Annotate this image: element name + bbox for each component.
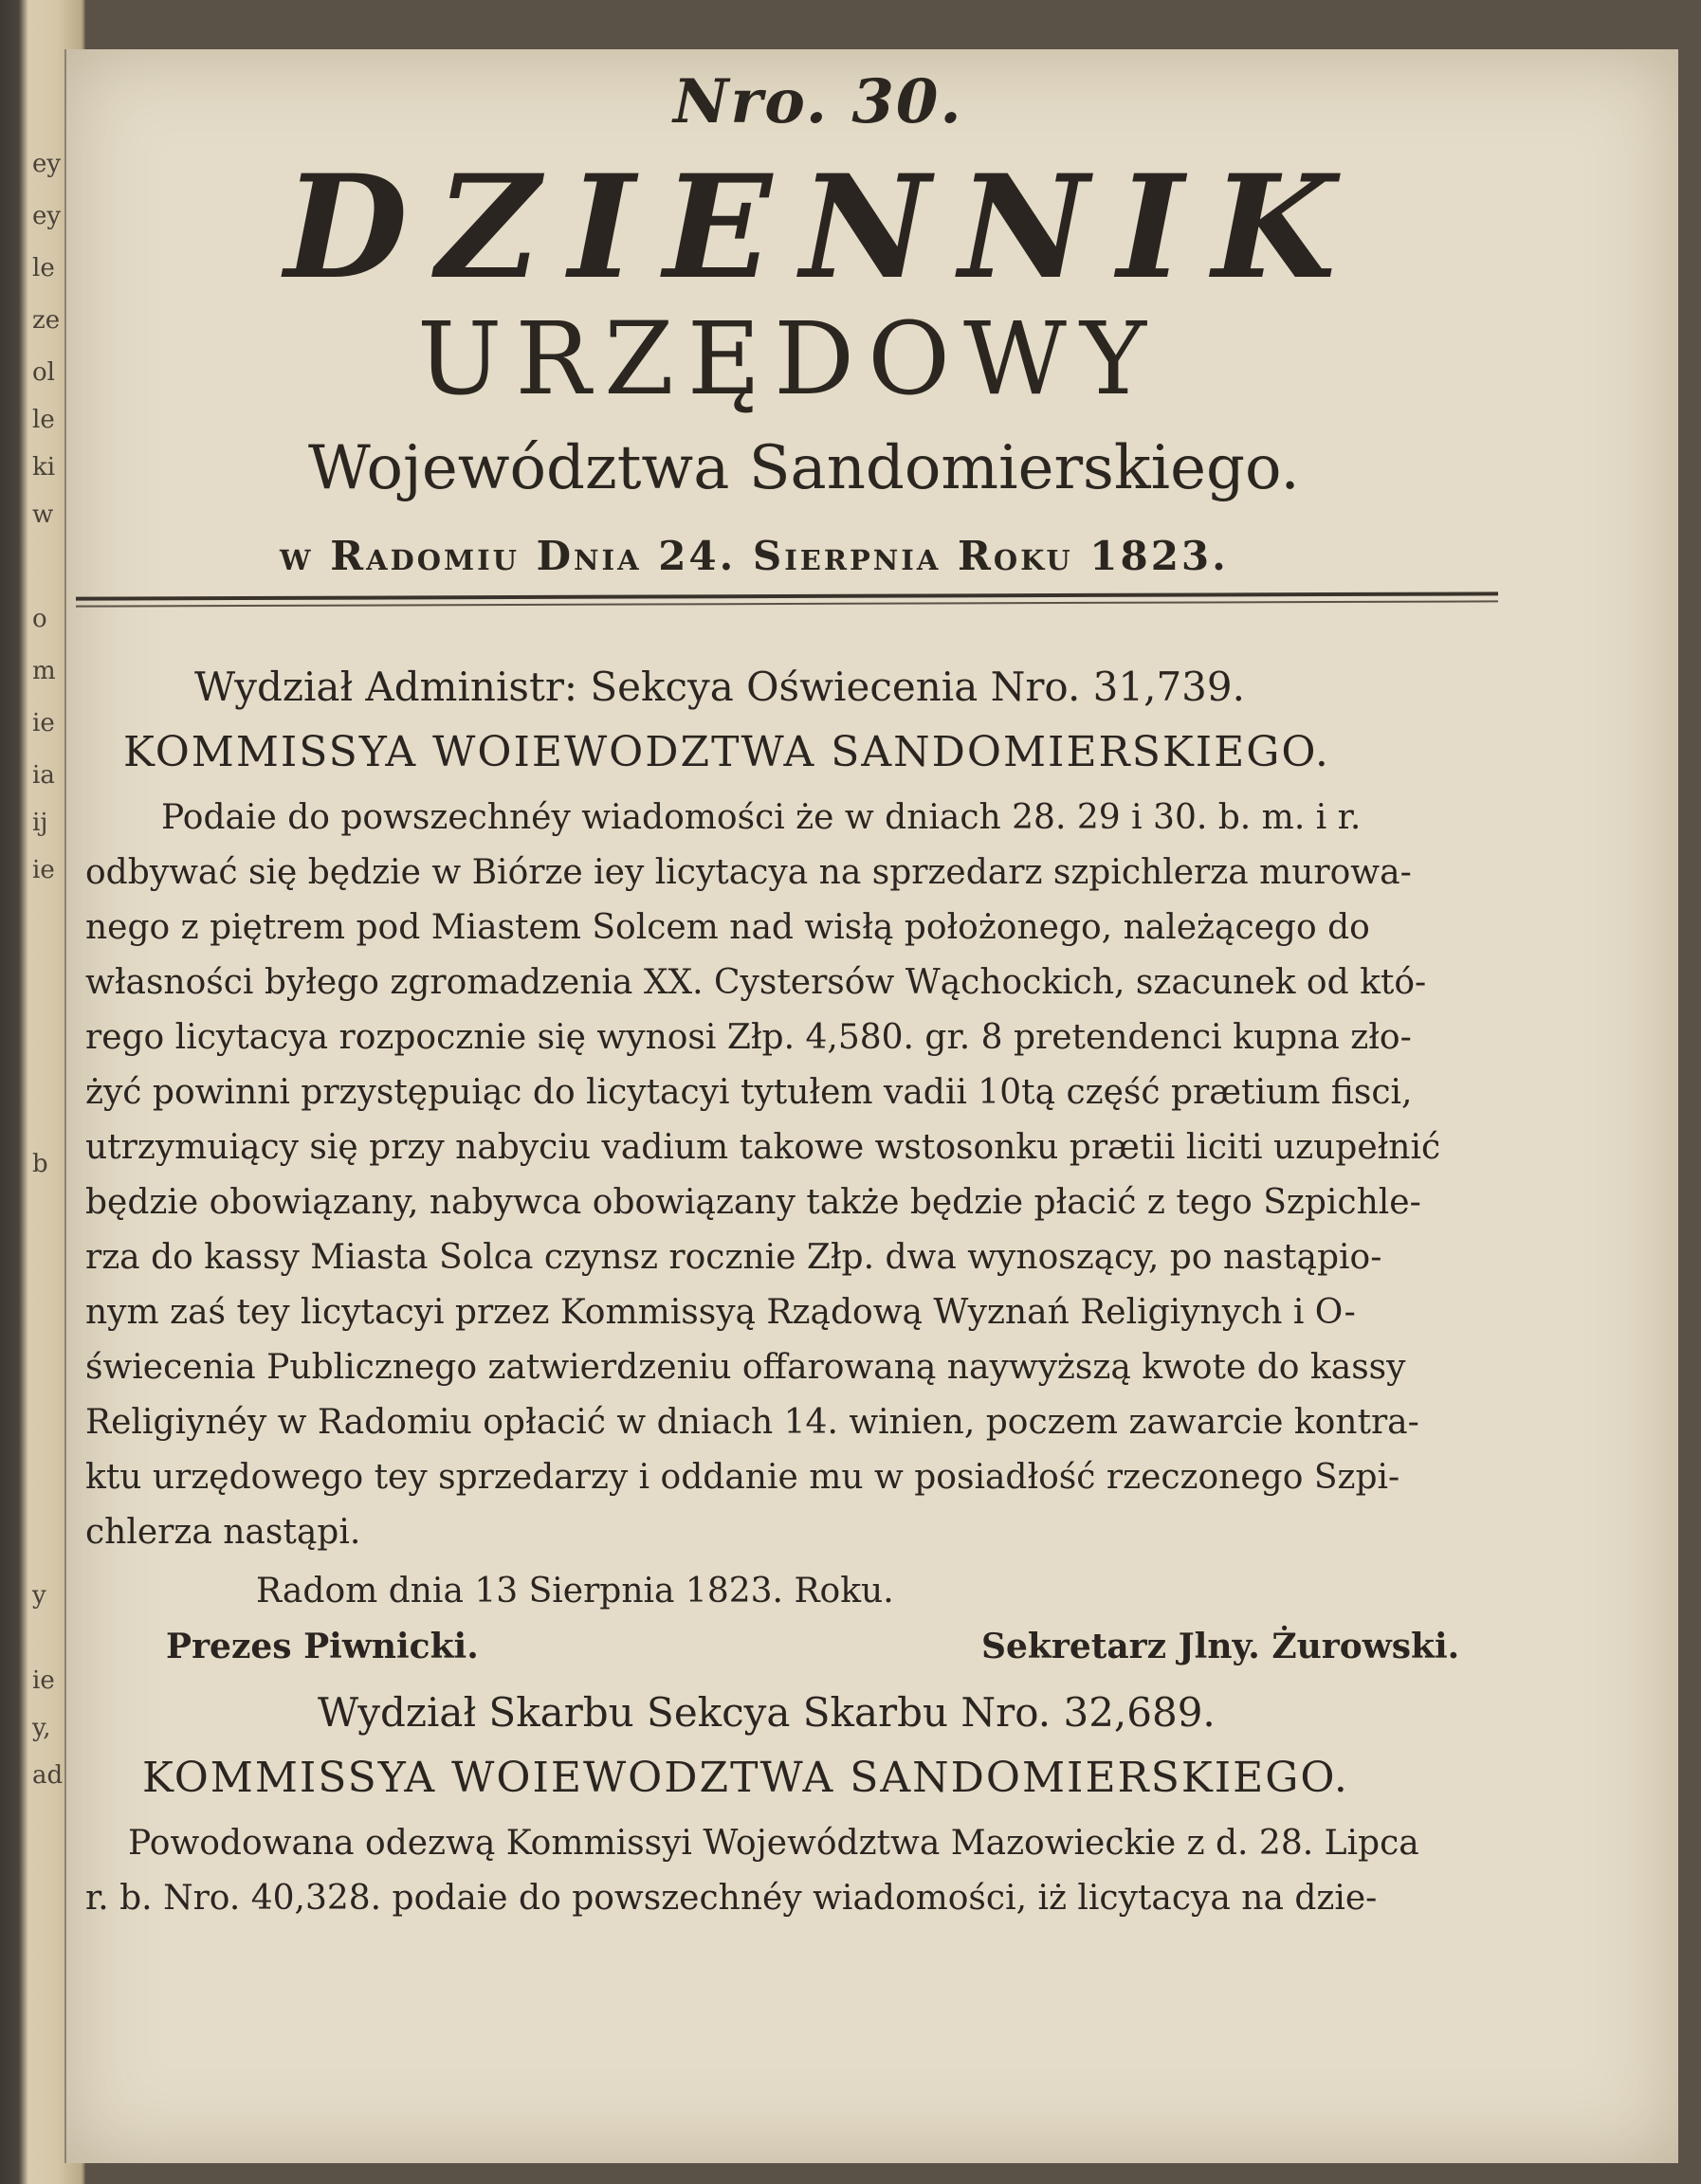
notice1-line: świecenia Publicznego zatwierdzeniu offarowaną naywyższą kwote do kassy — [85, 1348, 1406, 1387]
notice2-line: Powodowana odezwą Kommissyi Województwa Mazowieckie z d. 28. Lipca — [128, 1824, 1419, 1863]
margin-fragment: ki — [32, 453, 56, 482]
margin-fragment: ie — [32, 709, 55, 737]
margin-fragment: y — [32, 1581, 46, 1610]
notice1-line: żyć powinni przystępuiąc do licytacyi tytułem vadii 10tą część prætium fisci, — [85, 1073, 1413, 1112]
notice2-commission: KOMMISSYA WOIEWODZTWA SANDOMIERSKIEGO. — [142, 1754, 1349, 1802]
margin-fragment: y, — [32, 1714, 51, 1742]
masthead-rule — [76, 592, 1498, 600]
notice1-line: ktu urzędowego tey sprzedarzy i oddanie mu w posiadłość rzeczonego Szpi- — [85, 1458, 1400, 1497]
margin-fragment: w — [32, 500, 54, 529]
notice1-heading: Wydział Administr: Sekcya Oświecenia Nro. 31,739. — [194, 664, 1245, 710]
issue-number: Nro. 30. — [673, 66, 963, 137]
notice1-line: Religiynéy w Radomiu opłacić w dniach 14. winien, poczem zawarcie kontra- — [85, 1403, 1419, 1442]
newspaper-page — [64, 49, 1678, 2163]
masthead-province: Województwa Sandomierskiego. — [308, 433, 1300, 503]
margin-fragment: o — [32, 605, 47, 633]
margin-fragment: ze — [32, 306, 61, 335]
margin-fragment: le — [32, 254, 55, 282]
notice1-line: własności byłego zgromadzenia XX. Cystersów Wąchockich, szacunek od któ- — [85, 963, 1427, 1002]
masthead-title: DZIENNIK — [284, 144, 1364, 311]
notice1-line: odbywać się będzie w Biórze iey licytacya na sprzedarz szpichlerza murowa- — [85, 853, 1412, 892]
notice1-line: utrzymuiący się przy nabyciu vadium takowe wstosonku prætii liciti uzupełnić — [85, 1128, 1441, 1167]
margin-fragment: ad — [32, 1761, 64, 1790]
margin-fragment: b — [32, 1150, 48, 1178]
notice2-line: r. b. Nro. 40,328. podaie do powszechnéy wiadomości, iż licytacya na dzie- — [85, 1879, 1378, 1918]
notice1-line: będzie obowiązany, nabywca obowiązany także będzie płacić z tego Szpichle- — [85, 1183, 1421, 1222]
notice1-line: rego licytacya rozpocznie się wynosi Złp. 4,580. gr. 8 pretendenci kupna zło- — [85, 1018, 1412, 1057]
margin-fragment: ij — [32, 809, 48, 837]
masthead-date-line: w Radomiu Dnia 24. Sierpnia Roku 1823. — [280, 533, 1229, 579]
notice1-signature-president: Prezes Piwnicki. — [166, 1627, 479, 1666]
margin-fragment: ie — [32, 1666, 55, 1695]
margin-fragment: ol — [32, 358, 55, 387]
notice1-line: Podaie do powszechnéy wiadomości że w dniach 28. 29 i 30. b. m. i r. — [161, 798, 1362, 837]
notice1-commission: KOMMISSYA WOIEWODZTWA SANDOMIERSKIEGO. — [123, 728, 1330, 776]
margin-fragment: le — [32, 406, 55, 434]
margin-fragment: m — [32, 657, 56, 685]
margin-fragment: ey — [32, 150, 62, 178]
notice1-line: rza do kassy Miasta Solca czynsz rocznie Złp. dwa wynoszący, po nastąpio- — [85, 1238, 1382, 1277]
notice1-date: Radom dnia 13 Sierpnia 1823. Roku. — [256, 1572, 894, 1611]
margin-fragment: ey — [32, 202, 62, 230]
margin-fragment: ia — [32, 761, 55, 790]
margin-fragment: ie — [32, 856, 55, 884]
notice1-signature-secretary: Sekretarz Jlny. Żurowski. — [981, 1627, 1460, 1666]
notice1-line: chlerza nastąpi. — [85, 1513, 361, 1552]
notice1-line: nym zaś tey licytacyi przez Kommissyą Rządową Wyznań Religiynych i O- — [85, 1293, 1356, 1332]
masthead-rule-thin — [76, 600, 1498, 607]
notice1-line: nego z piętrem pod Miastem Solcem nad wisłą położonego, należącego do — [85, 908, 1370, 947]
masthead-subtitle: URZĘDOWY — [417, 300, 1160, 417]
notice2-heading: Wydział Skarbu Sekcya Skarbu Nro. 32,689. — [318, 1689, 1216, 1736]
